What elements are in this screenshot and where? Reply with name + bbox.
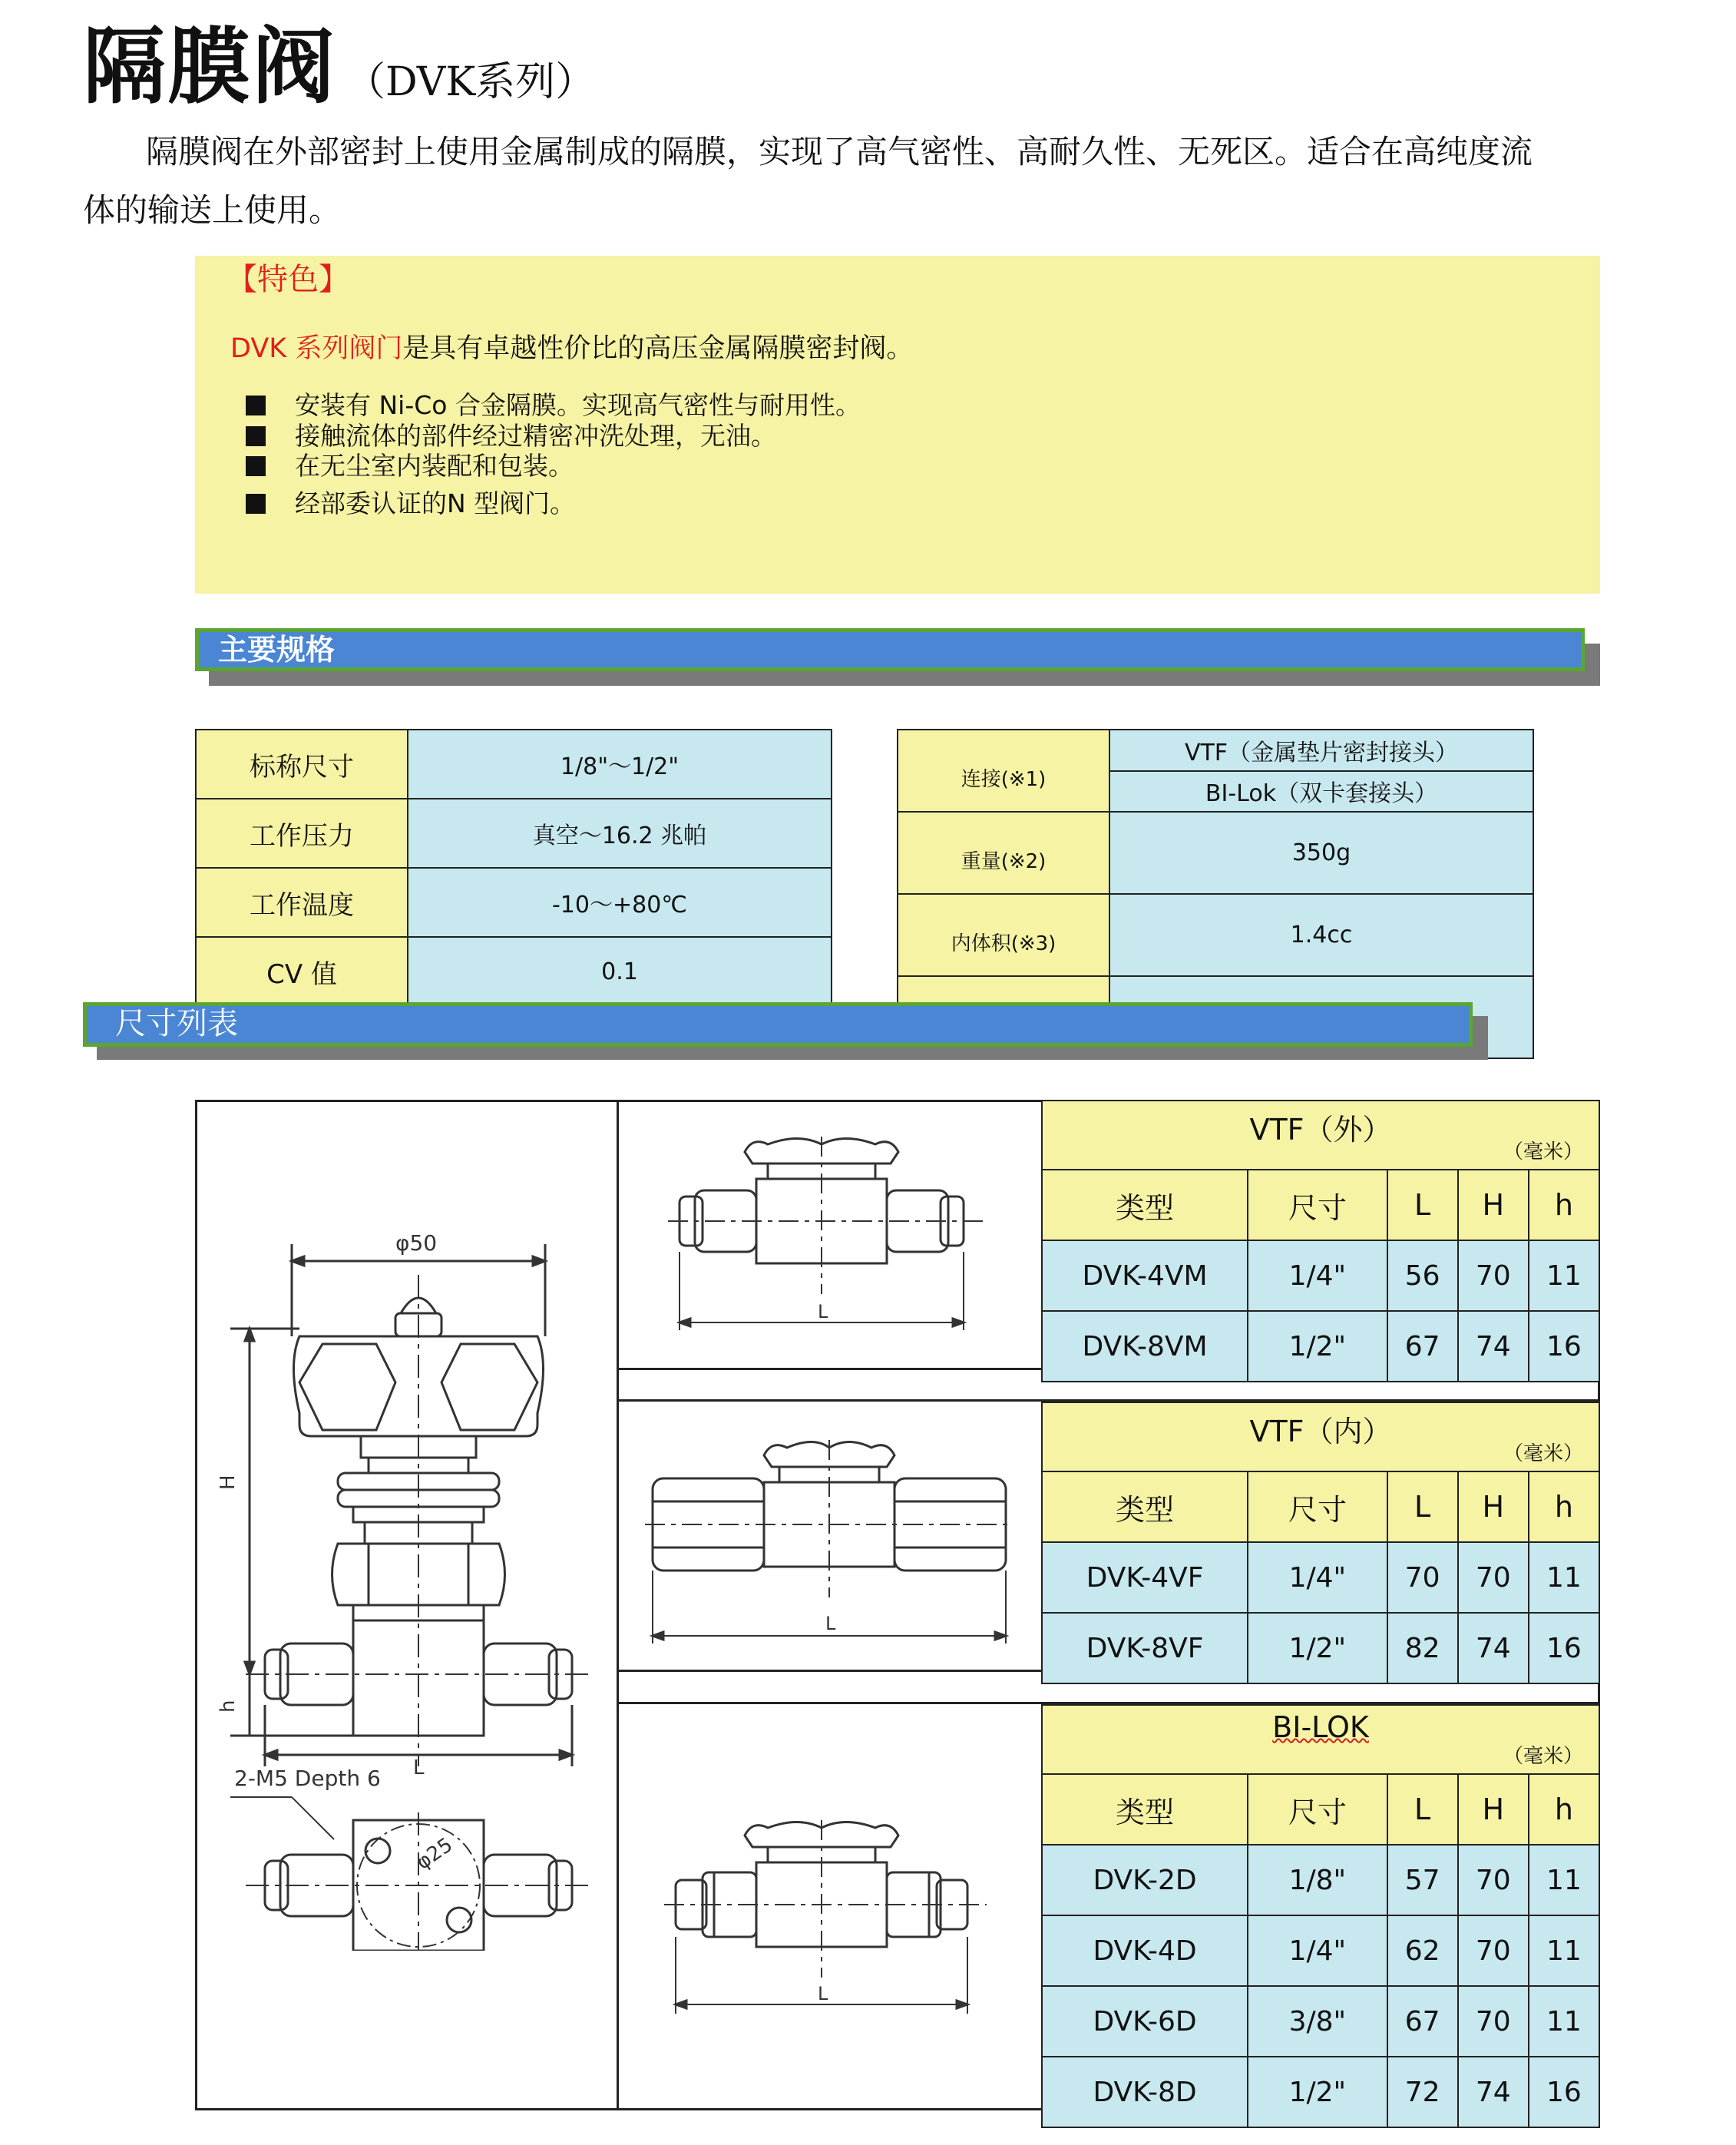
feature-item: 安装有 Ni-Co 合金隔膜。实现高气密性与耐用性。 xyxy=(246,389,861,422)
table-caption: VTF（外） （毫米） xyxy=(1042,1101,1599,1170)
L-label: L xyxy=(818,1983,828,2004)
table-row: DVK-4VF 1/4" 70 70 11 xyxy=(1042,1542,1599,1613)
table-row: CV 值 0.1 xyxy=(196,937,832,1006)
H-label: H xyxy=(217,1475,240,1490)
table-row: 内体积(※3) 1.4cc xyxy=(898,894,1533,976)
table-caption: VTF（内） （毫米） xyxy=(1042,1402,1599,1471)
valve-vtf-female-drawing xyxy=(641,1436,1017,1667)
table-row: 工作压力 真空～16.2 兆帕 xyxy=(196,799,832,868)
table-row: 标称尺寸 1/8"～1/2" xyxy=(196,730,832,799)
dim-table-bilok xyxy=(1041,1704,1600,2128)
bullet-square-icon xyxy=(246,494,266,514)
features-intro-brand: DVK 系列阀门 xyxy=(230,333,403,364)
page-title: 隔膜阀 xyxy=(83,18,337,115)
features-title: 【特色】 xyxy=(227,262,349,297)
phi25-label: φ25 xyxy=(412,1833,458,1875)
table-row: DVK-4D 1/4" 62 70 11 xyxy=(1042,1915,1599,1986)
table-caption: BI-LOK （毫米） xyxy=(1042,1705,1599,1774)
dim-table-vtf-female xyxy=(1041,1402,1600,1684)
h-label: h xyxy=(217,1700,240,1713)
features-intro xyxy=(230,329,913,369)
feature-item: 经部委认证的N 型阀门。 xyxy=(246,487,575,521)
intro-line-2: 体的输送上使用。 xyxy=(83,191,342,229)
valve-bilok-drawing xyxy=(660,1812,990,2043)
table-header-row: 类型 尺寸 L H h xyxy=(1042,1774,1599,1845)
table-row: DVK-8VM 1/2" 67 74 16 xyxy=(1042,1311,1599,1382)
table-row: DVK-8VF 1/2" 82 74 16 xyxy=(1042,1613,1599,1683)
phi50-label: φ50 xyxy=(395,1230,438,1256)
table-row: 工作温度 -10～+80℃ xyxy=(196,868,832,937)
dim-table-vtf-male xyxy=(1041,1100,1600,1382)
table-row: DVK-6D 3/8" 67 70 11 xyxy=(1042,1986,1599,2057)
L-label: L xyxy=(818,1301,828,1322)
dim-section-bar xyxy=(83,1002,1473,1047)
valve-main-drawing xyxy=(200,1229,599,1951)
intro-line-1: 隔膜阀在外部密封上使用金属制成的隔膜，实现了高气密性、高耐久性、无死区。适合在高纯度流 xyxy=(146,133,1533,170)
feature-item: 在无尘室内装配和包装。 xyxy=(246,449,574,483)
L-label: L xyxy=(825,1613,836,1634)
feature-item: 接触流体的部件经过精密冲洗处理，无油。 xyxy=(246,419,776,453)
table-row: 连接(※1) VTF（金属垫片密封接头） xyxy=(898,730,1533,771)
table-row: DVK-2D 1/8" 57 70 11 xyxy=(1042,1845,1599,1915)
bullet-square-icon xyxy=(246,396,266,415)
table-row: DVK-8D 1/2" 72 74 16 xyxy=(1042,2057,1599,2127)
dim-section-title: 尺寸列表 xyxy=(115,1006,238,1041)
bullet-square-icon xyxy=(246,426,266,446)
L-label: L xyxy=(413,1756,425,1779)
table-row: BI-Lok（双卡套接头） xyxy=(898,771,1533,813)
table-row: 重量(※2) 350g xyxy=(898,812,1533,894)
table-header-row: 类型 尺寸 L H h xyxy=(1042,1471,1599,1542)
spec-section-bar xyxy=(195,628,1585,671)
valve-vtf-male-drawing xyxy=(660,1129,990,1359)
table-header-row: 类型 尺寸 L H h xyxy=(1042,1170,1599,1240)
bullet-square-icon xyxy=(246,456,266,476)
divider xyxy=(617,1100,619,2110)
spec-section-title: 主要规格 xyxy=(218,632,336,667)
features-intro-text: 是具有卓越性价比的高压金属隔膜密封阀。 xyxy=(402,333,914,364)
mount-label: 2-M5 Depth 6 xyxy=(234,1766,381,1791)
page-subtitle: （DVK系列） xyxy=(346,59,596,105)
spec-table-left xyxy=(195,729,832,1007)
table-row: DVK-4VM 1/4" 56 70 11 xyxy=(1042,1240,1599,1311)
